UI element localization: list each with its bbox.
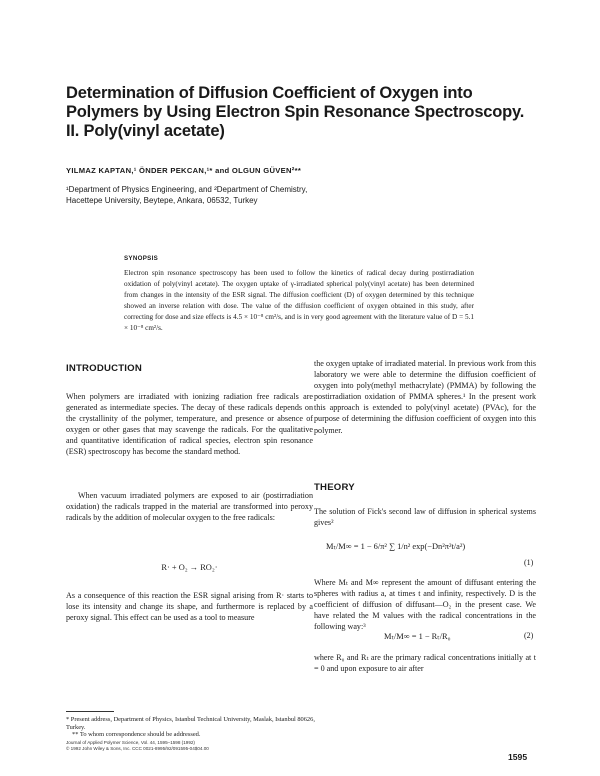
title-line-2: Polymers by Using Electron Spin Resonance Spectroscopy. [66, 103, 525, 121]
journal-line-1: Journal of Applied Polymer Science, Vol. 44, 1595–1598 (1992) [66, 740, 195, 745]
theory-paragraph-3: where R₀ and Rₜ are the primary radical concentrations initially at t = 0 and upon exposure to air after [314, 653, 536, 674]
theory-paragraph-1: The solution of Fick's second law of diffusion in spherical systems gives² [314, 507, 536, 528]
affiliation-line-2: Hacettepe University, Beytepe, Ankara, 06532, Turkey [66, 196, 258, 205]
author-list: YILMAZ KAPTAN,¹ ÖNDER PEKCAN,¹* and OLGUN GÜVEN²** [66, 166, 302, 175]
synopsis-heading: SYNOPSIS [124, 255, 159, 262]
equation-2-number: (2) [524, 631, 534, 640]
introduction-paragraph-2: When vacuum irradiated polymers are exposed to air (postirradiation oxidation) the radicals trapped in the material are transformed into peroxy radicals by the addition of molecular oxygen to the free radicals: [66, 491, 313, 523]
theory-paragraph-2: Where Mₜ and M∞ represent the amount of diffusant entering the spheres with radius a, at times t and infinity, respectively. D is the coefficient of diffusion of diffusant—O₂ in the present case. We have related the M values with the radical concentrations in the following way:³ [314, 578, 536, 632]
equation-2: Mₜ/M∞ = 1 − Rₜ/R₀ [384, 632, 451, 641]
theory-heading: THEORY [314, 482, 355, 493]
title-line-1: Determination of Diffusion Coefficient of Oxygen into [66, 84, 473, 102]
affiliation-line-1: ¹Department of Physics Engineering, and ²Department of Chemistry, [66, 185, 308, 194]
equation-1-number: (1) [524, 558, 534, 567]
introduction-paragraph-1: When polymers are irradiated with ionizing radiation free radicals are generated as intermediate species. The decay of these radicals depends on the crystallinity of the polymer, temperature, and presence or absence of oxygen or other gases that may scavenge the radicals. For the qualitative and quantitative identification of radical species, electron spin resonance (ESR) spectroscopy has become the standard method. [66, 392, 313, 457]
introduction-paragraph-4: the oxygen uptake of irradiated material. In previous work from this laboratory we were able to determine the diffusion coefficient of oxygen into poly(methyl methacrylate) (PMMA) by following the postirradiation oxidation of PMMA spheres.¹ In the present work this approach is extended to poly(vinyl acetate) (PVAc), for the purpose of determining the diffusion coefficient of oxygen into this polymer. [314, 359, 536, 435]
journal-info [66, 740, 341, 753]
paper-title [66, 84, 536, 141]
journal-line-2: © 1992 John Wiley & Sons, Inc. CCC 0021-8995/92/091595-04$04.00 [66, 746, 209, 752]
reaction-equation: R· + O₂ → RO₂· [161, 563, 218, 572]
footnote-2: ** To whom correspondence should be addressed. [72, 731, 201, 739]
title-line-3: II. Poly(vinyl acetate) [66, 122, 225, 140]
synopsis-text: Electron spin resonance spectroscopy has been used to follow the kinetics of radical decay during postirradiation oxidation of poly(vinyl acetate). The oxygen uptake of γ-irradiated spherical poly(vinyl acetate) has been determined from changes in the intensity of the ESR signal. The diffusion coefficient (D) of oxygen determined by this technique showed an inverse relation with dose. The value of the diffusion coefficient of oxygen obtained in this study, after correcting for dose and size effects is 4.5 × 10⁻⁸ cm²/s, and is in very good agreement with the literature value of D = 5.1 × 10⁻⁸ cm²/s. [124, 269, 474, 332]
footnotes [66, 716, 316, 739]
introduction-paragraph-3: As a consequence of this reaction the ESR signal arising from R· starts to lose its intensity and change its shape, and furthermore is replaced by a peroxy signal. This effect can be used as a tool to measure [66, 591, 313, 623]
footnote-1: * Present address, Department of Physics, Istanbul Technical University, Maslak, Istanbul 80626, Turkey. [66, 716, 315, 731]
affiliation [66, 184, 486, 206]
page-number: 1595 [508, 752, 528, 762]
equation-1: Mₜ/M∞ = 1 − 6/π² ∑ 1/n² exp(−Dn²π²t/a²) [326, 542, 466, 551]
footnote-rule [66, 711, 114, 712]
introduction-heading: INTRODUCTION [66, 363, 142, 374]
